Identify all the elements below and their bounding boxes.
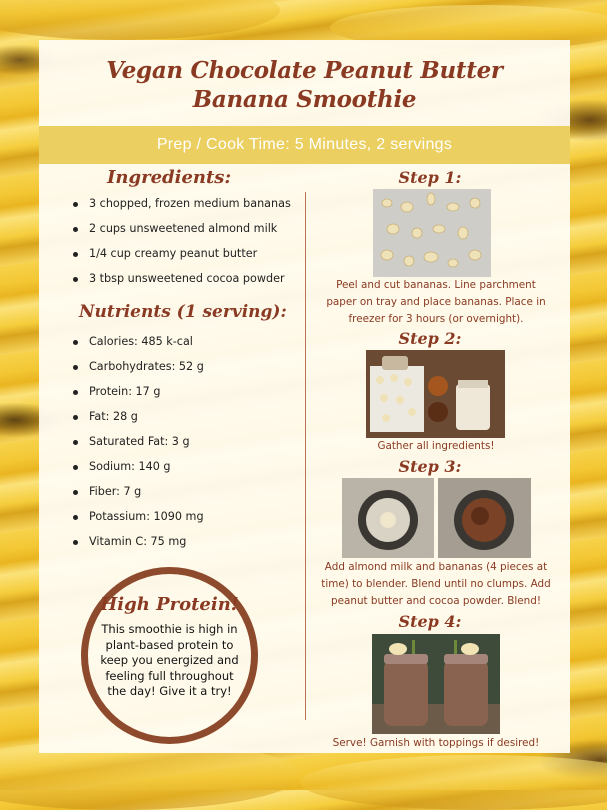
banana-background — [0, 0, 280, 40]
step-1-caption: Peel and cut bananas. Line parchment paper on tray and place bananas. Place in freezer for 3 hours (or overnight). — [326, 279, 546, 325]
step-4-heading: Step 4: — [398, 612, 462, 631]
list-item: Protein: 17 g — [70, 385, 204, 410]
column-divider — [305, 192, 306, 720]
step-2-heading: Step 2: — [398, 329, 462, 348]
high-protein-callout — [81, 567, 258, 744]
list-item: Fat: 28 g — [70, 410, 204, 435]
step-2-photo — [366, 350, 505, 438]
list-item: 3 chopped, frozen medium bananas — [70, 197, 291, 222]
ingredients-list — [70, 197, 291, 297]
nutrients-list — [70, 335, 204, 560]
step-3-photo — [342, 478, 531, 558]
smoothie-jars-image — [372, 634, 500, 734]
list-item: Sodium: 140 g — [70, 460, 204, 485]
step-4-caption: Serve! Garnish with toppings if desired! — [332, 737, 540, 749]
list-item: 3 tbsp unsweetened cocoa powder — [70, 272, 291, 297]
blender-photos-image — [342, 478, 531, 558]
recipe-card — [39, 40, 570, 753]
step-3-heading: Step 3: — [398, 457, 462, 476]
list-item: Calories: 485 k-cal — [70, 335, 204, 360]
list-item: Saturated Fat: 3 g — [70, 435, 204, 460]
step-4-photo — [372, 634, 500, 734]
callout-heading: High Protein! — [100, 594, 239, 615]
nutrients-heading: Nutrients (1 serving): — [79, 302, 287, 322]
step-1-photo — [373, 189, 491, 277]
ingredients-heading: Ingredients: — [107, 167, 232, 188]
callout-text: This smoothie is high in plant-based protein to keep you energized and feeling full throughout the day! Give it a try! — [100, 622, 239, 698]
banana-background — [300, 755, 607, 810]
list-item: 1/4 cup creamy peanut butter — [70, 247, 291, 272]
list-item: 2 cups unsweetened almond milk — [70, 222, 291, 247]
prep-time-band: Prep / Cook Time: 5 Minutes, 2 servings — [39, 126, 570, 164]
recipe-title: Vegan Chocolate Peanut Butter Banana Smoothie — [106, 57, 503, 113]
step-1-heading: Step 1: — [398, 168, 462, 187]
list-item: Fiber: 7 g — [70, 485, 204, 510]
step-3-caption: Add almond milk and bananas (4 pieces at time) to blender. Blend until no clumps. Add peanut butter and cocoa powder. Blend! — [321, 561, 551, 607]
list-item: Vitamin C: 75 mg — [70, 535, 204, 560]
step-2-caption: Gather all ingredients! — [377, 440, 495, 452]
list-item: Carbohydrates: 52 g — [70, 360, 204, 385]
list-item: Potassium: 1090 mg — [70, 510, 204, 535]
banana-slices-on-parchment-image — [373, 189, 491, 277]
ingredients-photo-image — [366, 350, 505, 438]
